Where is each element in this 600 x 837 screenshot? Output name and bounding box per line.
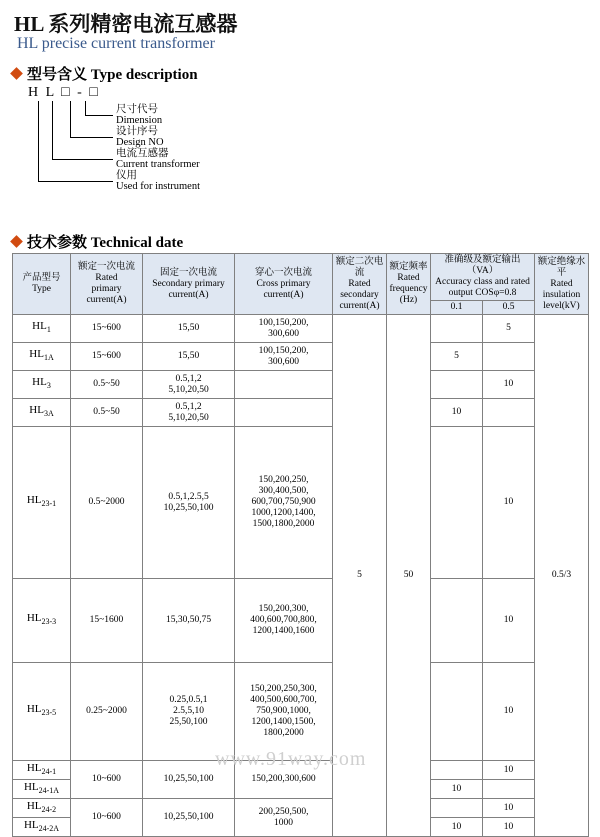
section-title-type-description: 型号含义 Type description [27,67,198,83]
section-heading-technical-date [12,231,183,252]
cell-rated-primary: 10~600 [71,761,143,799]
cell-model-base: HL [29,404,44,417]
diamond-bullet-icon [10,67,23,80]
leader-line-dimension-h [85,115,113,116]
cell-acc-01: 10 [431,818,483,837]
diagram-label-instrument-en: Used for instrument [116,181,200,192]
cell-model-base: HL [26,612,42,625]
cell-model-sub: 3 [46,381,51,391]
table-header-row-1 [13,254,589,301]
th-accuracy-en-1: Accuracy class and rated [435,277,530,287]
cell-acc-05: 10 [483,371,535,399]
cell-model-base: HL [29,348,44,361]
diagram-label-design-cn: 设计序号 [116,126,158,137]
cell-model-base: HL [32,376,47,389]
cell-rated-primary: 0.5~2000 [71,427,143,579]
th-model-cn: 产品型号 [22,273,61,283]
cell-acc-01 [431,799,483,818]
cell-secondary-primary: 0.25,0.5,1 2.5,5,10 25,50,100 [143,663,235,761]
page-title-cn: HL 系列精密电流互感器 [14,12,238,36]
cell-model [13,818,71,837]
cell-acc-05 [483,399,535,427]
diagram-label-dimension-en: Dimension [116,115,163,126]
th-rated-frequency [387,254,431,315]
cell-model-base: HL [23,818,39,831]
cell-rated-frequency: 50 [387,315,431,837]
table-row [13,799,589,818]
table-body [13,315,589,837]
cell-model-sub: 1A [43,353,54,363]
cell-secondary-primary: 0.5,1,2 5,10,20,50 [143,371,235,399]
leader-line-instrument [38,101,39,181]
cell-model-sub: 23-1 [41,499,57,509]
cell-insulation: 0.5/3 [535,315,589,837]
cell-secondary-primary: 10,25,50,100 [143,799,235,837]
cell-cross-primary: 150,200,250, 300,400,500, 600,700,750,900 1000,1200,1400, 1500,1800,2000 [235,427,333,579]
cell-cross-primary: 200,250,500, 1000 [235,799,333,837]
th-rated-primary-en-2: primary [91,284,122,294]
cell-model [13,399,71,427]
leader-line-ct [52,101,53,159]
th-rated-secondary-cn: 额定二次电流 [335,256,384,278]
cell-model-sub: 23-3 [41,617,57,627]
table-header [13,254,589,315]
cell-model-sub: 3A [43,409,54,419]
cell-rated-primary: 0.25~2000 [71,663,143,761]
cell-acc-01: 10 [431,780,483,799]
th-rated-secondary-en-2: secondary [340,289,379,300]
cell-acc-05: 10 [483,663,535,761]
cell-acc-05: 10 [483,579,535,663]
th-secondary-primary-en-2: current(A) [168,289,209,300]
cell-rated-secondary: 5 [333,315,387,837]
cell-cross-primary: 150,200,300, 400,600,700,800, 1200,1400,1600 [235,579,333,663]
table-row [13,343,589,371]
th-rated-primary [71,254,143,315]
watermark: www.91way.com [215,748,367,770]
diagram-label-ct-cn: 电流互感器 [116,148,169,159]
cell-secondary-primary: 15,50 [143,315,235,343]
th-accuracy-05: 0.5 [483,301,535,315]
th-accuracy-01: 0.1 [431,301,483,315]
cell-cross-primary: 100,150,200, 300,600 [235,343,333,371]
cell-acc-01: 10 [431,399,483,427]
cell-acc-05: 5 [483,315,535,343]
diamond-bullet-icon-2 [10,235,23,248]
cell-model [13,579,71,663]
cell-acc-05 [483,343,535,371]
diagram-label-dimension-cn: 尺寸代号 [116,104,158,115]
cell-secondary-primary: 10,25,50,100 [143,761,235,799]
th-secondary-primary-cn: 固定一次电流 [159,267,217,278]
th-cross-primary-cn: 穿心一次电流 [254,267,312,278]
th-rated-secondary [333,254,387,315]
table-row [13,371,589,399]
table-row [13,579,589,663]
table-row [13,399,589,427]
diagram-label-ct-en: Current transformer [116,159,200,170]
table-row [13,663,589,761]
cell-secondary-primary: 15,50 [143,343,235,371]
cell-model [13,780,71,799]
diagram-label-instrument-cn: 仪用 [116,170,137,181]
cell-acc-01: 5 [431,343,483,371]
th-rated-secondary-en-1: Rated [348,278,371,289]
cell-rated-primary: 10~600 [71,799,143,837]
diagram-label-design-en: Design NO [116,137,164,148]
cell-model-sub: 1 [46,325,51,335]
cell-acc-01 [431,761,483,780]
cell-model-sub: 24-1A [38,786,60,796]
cell-model [13,343,71,371]
th-insulation-cn: 额定绝缘水平 [537,256,586,278]
th-rated-secondary-en-3: current(A) [339,300,380,311]
th-secondary-primary [143,254,235,315]
th-insulation-en-1: Rated insulation [542,278,581,300]
cell-cross-primary [235,399,333,427]
table-row [13,427,589,579]
th-cross-primary [235,254,333,315]
cell-secondary-primary: 0.5,1,2.5,5 10,25,50,100 [143,427,235,579]
cell-rated-primary: 15~600 [71,315,143,343]
th-cross-primary-en-1: Cross primary [256,278,311,289]
leader-line-design-h [70,137,113,138]
cell-model [13,427,71,579]
th-model-en: Type [32,284,51,294]
th-insulation [535,254,589,315]
cell-cross-primary: 150,200,300,600 [235,761,333,799]
cell-acc-05: 10 [483,799,535,818]
cell-acc-05: 10 [483,427,535,579]
cell-model [13,761,71,780]
th-rated-primary-en-1: Rated [95,273,118,283]
th-rated-frequency-en-3: (Hz) [399,295,418,305]
cell-model-sub: 24-2A [38,824,60,834]
cell-model-base: HL [32,320,47,333]
th-accuracy-en-2: output COSφ=0.8 [448,288,517,298]
type-code-text: H L □ - □ [28,85,100,100]
cell-acc-01 [431,315,483,343]
leader-line-ct-h [52,159,113,160]
table-row [13,761,589,780]
th-rated-primary-en-3: current(A) [86,295,127,305]
cell-secondary-primary: 15,30,50,75 [143,579,235,663]
cell-acc-05: 10 [483,761,535,780]
cell-model [13,799,71,818]
th-accuracy-cn: 准确级及额定输出（VA） [444,255,521,276]
th-secondary-primary-en-1: Secondary primary [152,278,225,289]
leader-line-dimension [85,101,86,115]
cell-acc-01 [431,371,483,399]
cell-rated-primary: 0.5~50 [71,399,143,427]
th-rated-primary-cn: 额定一次电流 [77,262,135,272]
cell-model-base: HL [26,761,42,774]
cell-model-base: HL [26,703,42,716]
cell-model-sub: 24-1 [41,767,57,777]
th-accuracy [431,254,535,301]
cell-acc-05: 10 [483,818,535,837]
cell-rated-primary: 15~1600 [71,579,143,663]
cell-model-base: HL [26,494,42,507]
th-model [13,254,71,315]
leader-line-instrument-h [38,181,113,182]
cell-acc-01 [431,427,483,579]
section-heading-type-description [12,63,198,84]
cell-acc-05 [483,780,535,799]
cell-cross-primary: 100,150,200, 300,600 [235,315,333,343]
page-title-en: HL precise current transformer [17,35,215,52]
cell-secondary-primary: 0.5,1,2 5,10,20,50 [143,399,235,427]
section-title-technical-date: 技术参数 Technical date [27,235,184,251]
cell-rated-primary: 15~600 [71,343,143,371]
cell-cross-primary: 150,200,250,300, 400,500,600,700, 750,900,1000, 1200,1400,1500, 1800,2000 [235,663,333,761]
technical-parameters-table [12,253,589,837]
cell-model [13,315,71,343]
th-cross-primary-en-2: current(A) [263,289,304,300]
th-rated-frequency-en-2: frequency [389,284,428,294]
cell-model-sub: 23-5 [41,708,57,718]
cell-rated-primary: 0.5~50 [71,371,143,399]
cell-model [13,371,71,399]
cell-model-base: HL [23,780,39,793]
cell-model-base: HL [26,799,42,812]
cell-acc-01 [431,579,483,663]
cell-acc-01 [431,663,483,761]
cell-cross-primary [235,371,333,399]
type-code-diagram [28,85,288,205]
th-rated-frequency-en-1: Rated [397,273,420,283]
th-rated-frequency-cn: 额定频率 [389,262,428,272]
th-insulation-en-2: level(kV) [543,300,580,311]
cell-model [13,663,71,761]
table-row [13,315,589,343]
leader-line-design [70,101,71,137]
cell-model-sub: 24-2 [41,805,57,815]
